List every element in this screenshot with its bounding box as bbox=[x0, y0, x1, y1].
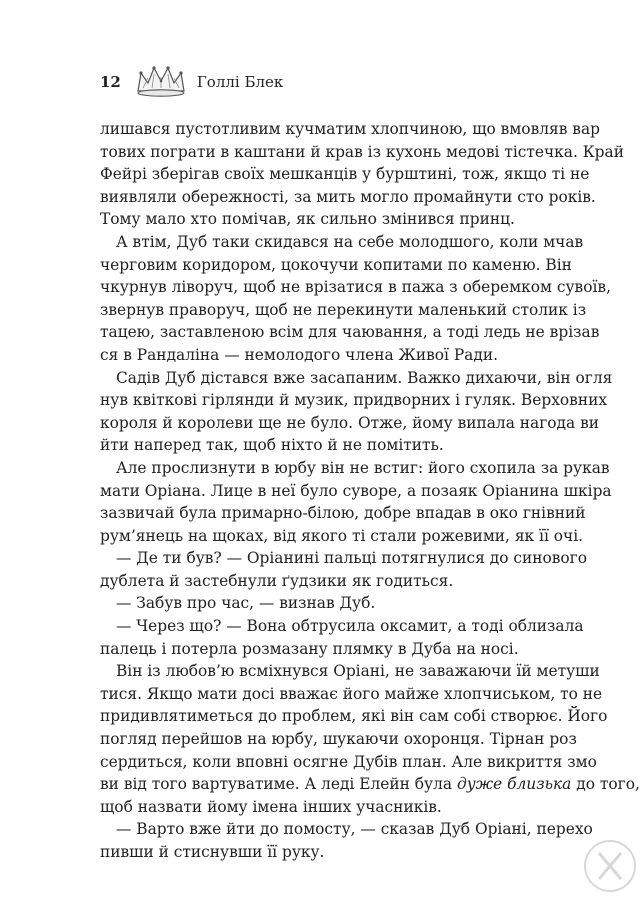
running-header bbox=[100, 64, 283, 100]
text-line: придивлятиметься до проблем, які він сам собі створює. Його bbox=[100, 707, 608, 726]
text-line: мати Оріана. Лице в неї було суворе, а позаяк Оріанина шкіра bbox=[100, 481, 612, 500]
text-line: чкурнув ліворуч, щоб не врізатися в пажа з оберемком сувоїв, bbox=[100, 278, 611, 297]
text-line: — Варто вже йти до помосту, — сказав Дуб Оріані, перехо bbox=[116, 820, 593, 839]
text-line: Тому мало хто помічав, як сильно змінився принц. bbox=[100, 210, 515, 229]
crown-icon bbox=[135, 64, 187, 100]
text-line: тися. Якщо мати досі вважає його майже хлопчиськом, то не bbox=[100, 684, 603, 703]
text-line: пивши й стиснувши її руку. bbox=[100, 843, 325, 861]
text-run: ви від того вартуватиме. А леді Елейн була bbox=[100, 775, 457, 794]
author-name: Голлі Блек bbox=[196, 73, 284, 91]
text-line: А втім, Дуб таки скидався на себе молодшого, коли мчав bbox=[116, 232, 584, 251]
text-line: тацею, заставленою всім для чаювання, а тоді ледь не врізав bbox=[100, 323, 600, 342]
text-line: Фейрі зберігав своїх мешканців у бурштині, тож, якщо ті не bbox=[100, 165, 590, 184]
publisher-x-mark-icon bbox=[582, 838, 638, 894]
text-line: рум’янець на щоках, від якого ті стали рожевими, як її очі. bbox=[100, 526, 584, 545]
page-number: 12 bbox=[100, 73, 121, 91]
text-line: — Де ти був? — Оріанині пальці потягнулися до синового bbox=[116, 549, 588, 568]
text-line bbox=[100, 773, 640, 796]
text-line: короля й королеви ще не було. Отже, йому випала нагода ви bbox=[100, 413, 600, 432]
text-line: Садів Дуб дістався вже засапаним. Важко дихаючи, він огля bbox=[116, 368, 613, 387]
text-line: Але прослизнути в юрбу він не встиг: його схопила за рукав bbox=[116, 458, 610, 477]
text-line: йти наперед так, щоб ніхто й не помітить. bbox=[100, 436, 444, 455]
text-line: Він із любов’ю всміхнувся Оріані, не заважаючи їй метуши bbox=[116, 662, 600, 681]
text-line: сердиться, коли вповні осягне Дубів план. Але викриття змо bbox=[100, 752, 597, 771]
text-line: — Забув про час, — визнав Дуб. bbox=[116, 594, 376, 613]
text-line: звернув праворуч, щоб не перекинути маленький столик із bbox=[100, 300, 587, 319]
text-line: лишався пустотливим кучматим хлопчиною, що вмовляв вар bbox=[100, 120, 600, 138]
text-line: ся в Рандаліна — немолодого члена Живої Ради. bbox=[100, 345, 498, 364]
text-line: нув квіткові гірлянди й музик, придворних і гуляк. Верховних bbox=[100, 391, 608, 410]
emphasis: дуже близька bbox=[456, 775, 572, 794]
body-text bbox=[100, 118, 640, 864]
text-line: тових пограти в каштани й крав із кухонь медові тістечка. Край bbox=[100, 142, 624, 161]
text-line: зазвичай була примарно-білою, добре впадав в око гнівний bbox=[100, 504, 586, 523]
text-line: черговим коридором, цокочучи копитами по каменю. Він bbox=[100, 255, 572, 274]
text-line: дублета й застебнули ґудзики як годиться. bbox=[100, 571, 454, 590]
text-line: палець і потерла розмазану плямку в Дуба на носі. bbox=[100, 639, 519, 658]
text-line: — Через що? — Вона обтрусила оксамит, а тоді облизала bbox=[116, 617, 584, 636]
text-run: до того, bbox=[571, 775, 640, 794]
text-line: погляд перейшов на юрбу, шукаючи охоронця. Тірнан роз bbox=[100, 730, 577, 749]
text-line: щоб назвати йому імена інших учасників. bbox=[100, 797, 442, 816]
text-line: виявляли обережності, за мить могло промайнути сто років. bbox=[100, 187, 596, 206]
